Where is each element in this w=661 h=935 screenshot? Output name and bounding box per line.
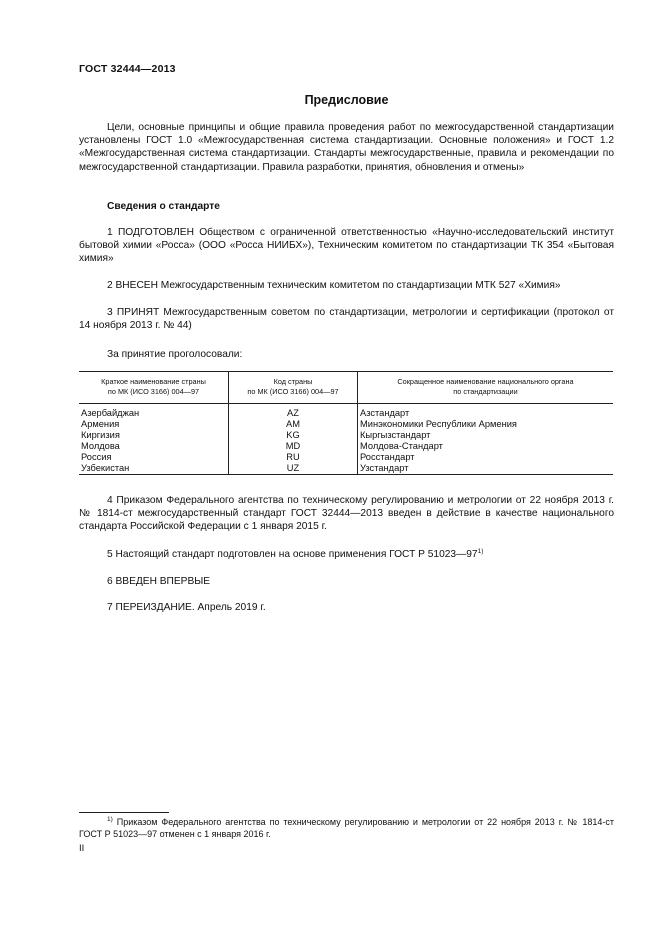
table-row xyxy=(79,430,613,441)
item-3-adopted: 3 ПРИНЯТ Межгосударственным советом по стандартизации, метрологии и сертификации (протокол от 14 ноября 2013 г. № 44) xyxy=(79,307,614,332)
country-code: AM xyxy=(229,419,358,430)
page-title: Предисловие xyxy=(304,93,389,107)
country-name: Киргизия xyxy=(81,430,120,440)
item-5-basis: 5 Настоящий стандарт подготовлен на основе применения ГОСТ Р 51023—97$^{1)}$ xyxy=(107,548,484,560)
table-row xyxy=(79,441,613,452)
country-name: Армения xyxy=(81,419,120,429)
country-code: RU xyxy=(229,452,358,463)
item-2-submitted: 2 ВНЕСЕН Межгосударственным техническим комитетом по стандартизации МТК 527 «Химия» xyxy=(107,280,561,291)
footnote-separator xyxy=(79,812,169,813)
footnote-ref[interactable]: 1) xyxy=(477,548,484,555)
footnote: $^{1)}$ Приказом Федерального агентства по техническому регулированию и метрологии от 22 ноября 2013 г. № 1814-ст ГОСТ Р 51023—97 отменен с 1 января 2016 г. xyxy=(79,816,614,839)
table-row xyxy=(79,452,613,463)
intro-paragraph: Цели, основные принципы и общие правила проведения работ по межгосударственной стандартизации установлены ГОСТ 1.0 «Межгосударственная система стандартизации. Основные положения» и ГОСТ 1.2 «Межгосударственная система стандартизации. Стандарты межгосударственные, правила и рекомендации по межгосударственной стандартизации. Правила разработки, принятия, обновления и отмены» xyxy=(79,122,614,173)
country-code: UZ xyxy=(229,463,358,475)
national-body: Кыргызстандарт xyxy=(358,430,614,441)
national-body: Молдова-Стандарт xyxy=(358,441,614,452)
table-header-body: Сокращенное наименование национального органа по стандартизации xyxy=(358,372,614,404)
table-row xyxy=(79,463,613,475)
country-name: Молдова xyxy=(81,441,120,451)
national-body: Минэкономики Республики Армения xyxy=(358,419,614,430)
voting-table xyxy=(79,371,613,475)
country-name: Россия xyxy=(81,452,112,462)
country-name: Узбекистан xyxy=(81,463,130,473)
footnote-mark: 1) xyxy=(107,816,113,823)
item-6-first-introduced: 6 ВВЕДЕН ВПЕРВЫЕ xyxy=(107,576,211,587)
national-body: Узстандарт xyxy=(358,463,614,475)
table-row xyxy=(79,419,613,430)
country-code: KG xyxy=(229,430,358,441)
item-7-reissue: 7 ПЕРЕИЗДАНИЕ. Апрель 2019 г. xyxy=(107,602,266,613)
standard-info-heading: Сведения о стандарте xyxy=(107,201,220,212)
table-row xyxy=(79,404,613,420)
national-body: Азстандарт xyxy=(358,404,614,420)
item-1-prepared: 1 ПОДГОТОВЛЕН Обществом с ограниченной ответственностью «Научно-исследовательский институт бытовой химии «Росса» (ООО «Росса НИИБХ»), Техническим комитетом по стандартизации ТК 354 «Бытовая химия» xyxy=(79,227,614,265)
country-code: AZ xyxy=(229,404,358,420)
table-header-code: Код страны по МК (ИСО 3166) 004—97 xyxy=(229,372,358,404)
item-4-enacted: 4 Приказом Федерального агентства по техническому регулированию и метрологии от 22 ноября 2013 г. № 1814-ст межгосударственный стандарт ГОСТ 32444—2013 введен в действие в качестве национального стандарта Российской Федерации с 1 января 2015 г. xyxy=(79,495,614,533)
table-header-row xyxy=(79,372,613,404)
national-body: Росстандарт xyxy=(358,452,614,463)
voted-label: За принятие проголосовали: xyxy=(107,349,243,360)
page-number: II xyxy=(79,843,85,854)
country-name: Азербайджан xyxy=(81,408,140,418)
table-header-country: Краткое наименование страны по МК (ИСО 3166) 004—97 xyxy=(79,372,229,404)
country-code: MD xyxy=(229,441,358,452)
document-id-header: ГОСТ 32444—2013 xyxy=(79,63,176,75)
